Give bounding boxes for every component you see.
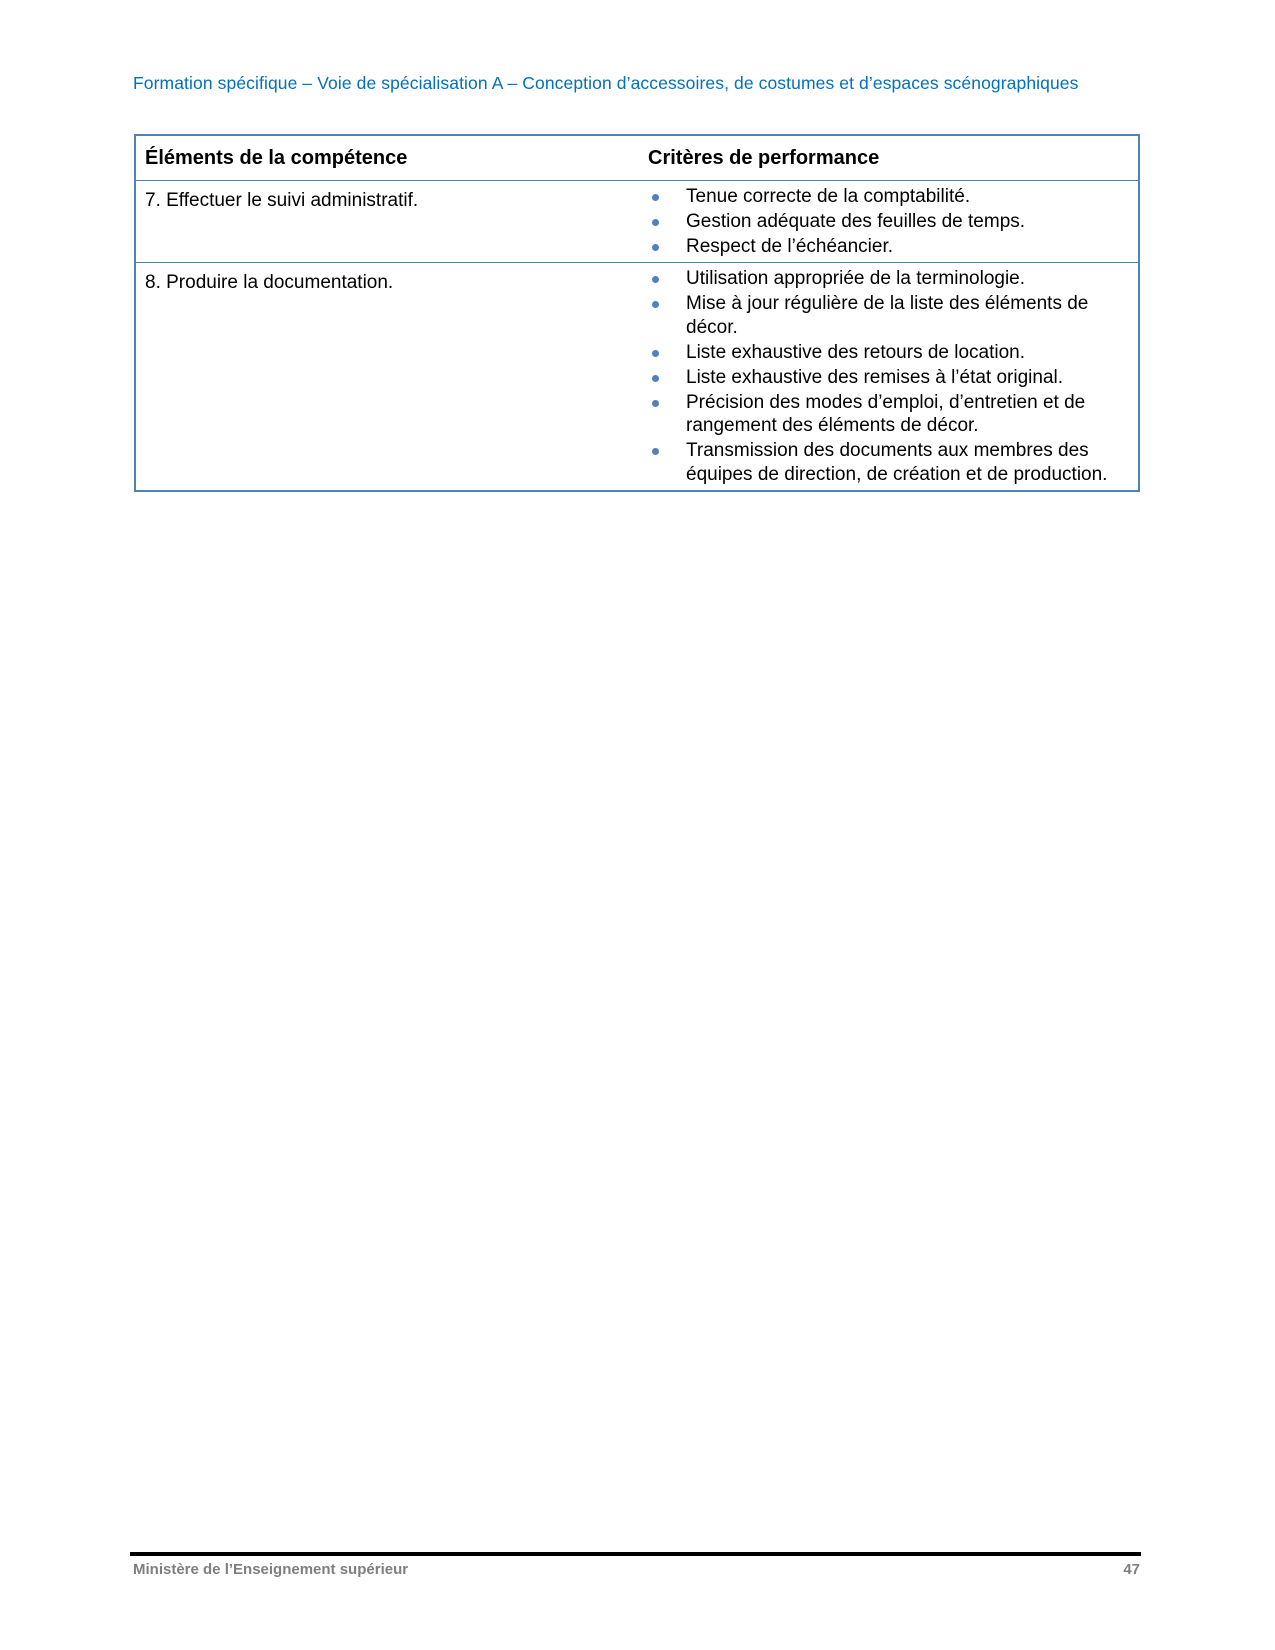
criterion-text: Tenue correcte de la comptabilité. [686,186,971,207]
bullet-icon [652,276,659,283]
footer-ministry: Ministère de l’Enseignement supérieur [133,1561,409,1578]
list-item [648,366,1138,390]
criterion-text: Précision des modes d’emploi, d’entretien et de rangement des éléments de décor. [686,391,1086,436]
competence-table [134,134,1140,492]
table-header-row [135,135,1139,181]
column-header-elements: Éléments de la compétence [145,146,408,169]
page-number: 47 [1123,1561,1140,1578]
criterion-text: Liste exhaustive des remises à l’état original. [686,366,1064,388]
criterion-text: Mise à jour régulière de la liste des éléments de décor. [686,293,1089,338]
table-row [135,263,1139,491]
list-item [648,267,1138,291]
column-header-criteres: Critères de performance [648,146,880,169]
list-item [648,391,1138,438]
criterion-text: Transmission des documents aux membres des équipes de direction, de création et de production. [686,440,1108,485]
criterion-text: Utilisation appropriée de la terminologie. [686,268,1026,289]
criterion-text: Liste exhaustive des retours de location. [686,341,1026,363]
list-item [648,341,1138,365]
criterion-text: Gestion adéquate des feuilles de temps. [686,211,1026,232]
footer-divider [130,1552,1141,1556]
table-row [135,181,1139,263]
list-item [648,210,1138,234]
bullet-icon [652,301,659,308]
criteria-cell [648,263,1139,491]
bullet-icon [652,350,659,357]
list-item [648,235,1138,259]
element-cell: 7. Effectuer le suivi administratif. [135,181,648,263]
list-item [648,439,1138,486]
bullet-icon [652,194,659,201]
element-cell: 8. Produire la documentation. [135,263,648,491]
running-header: Formation spécifique – Voie de spécialisation A – Conception d’accessoires, de costumes et d’espaces scénographiques [133,73,1079,93]
bullet-icon [652,219,659,226]
bullet-icon [652,448,659,455]
list-item [648,185,1138,209]
criterion-text: Respect de l’échéancier. [686,236,894,257]
bullet-icon [652,400,659,407]
list-item [648,292,1138,339]
criteria-cell [648,181,1139,263]
bullet-icon [652,375,659,382]
criteria-list [648,267,1138,486]
bullet-icon [652,244,659,251]
criteria-list [648,185,1138,259]
